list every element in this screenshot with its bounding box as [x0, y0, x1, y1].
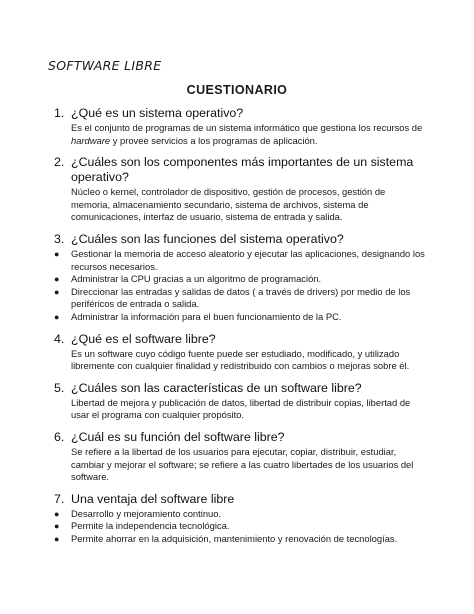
answer-text: Se refiere a la libertad de los usuarios para ejecutar, copiar, distribuir, estudiar, cambiar y mejorar el software; se refiere a las cuatro libertades de los usuarios del software. [71, 445, 414, 483]
question-number: 5. [54, 380, 65, 395]
question-3 [54, 232, 426, 324]
document-label: SOFTWARE LIBRE [48, 58, 162, 73]
list-item: ● Desarrollo y mejoramiento continuo. [54, 507, 222, 519]
question-text: ¿Qué es un sistema operativo? [71, 106, 244, 120]
list-item: ● Permite la independencia tecnológica. [54, 520, 230, 532]
question-number: 1. [54, 106, 65, 120]
question-4 [54, 332, 426, 373]
list-item: ● Administrar la información para el buen funcionamiento de la PC. [54, 310, 342, 322]
question-number: 7. [54, 491, 65, 506]
bullet-icon: ● [54, 286, 60, 297]
question-6 [54, 430, 426, 484]
bullet-icon: ● [54, 508, 60, 519]
answer-list [54, 248, 426, 324]
questionnaire [54, 106, 426, 553]
question-number: 2. [54, 155, 65, 170]
bullet-icon: ● [54, 311, 60, 322]
question-2 [54, 155, 426, 224]
bullet-icon: ● [54, 533, 60, 544]
question-text: ¿Cuáles son los componentes más importantes de un sistema operativo? [71, 155, 414, 185]
bullet-icon: ● [54, 521, 60, 532]
question-5 [54, 381, 426, 422]
answer-list [54, 508, 426, 546]
question-text: Una ventaja del software libre [71, 491, 235, 506]
list-item: ● Direccionar las entradas y salidas de datos ( a través de drivers) por medio de los periféricos de entrada o salida. [54, 285, 411, 310]
answer-text: Es un software cuyo código fuente puede ser estudiado, modificado, y utilizado libremente con cualquier finalidad y redistribuido con cambios o mejoras sobre él. [71, 347, 410, 372]
list-item: ● Administrar la CPU gracias a un algoritmo de programación. [54, 273, 322, 285]
question-number: 6. [54, 429, 65, 444]
question-number: 3. [54, 231, 65, 246]
bullet-icon: ● [54, 248, 60, 259]
question-text: ¿Qué es el software libre? [71, 331, 216, 346]
question-1 [54, 106, 426, 147]
bullet-icon: ● [54, 274, 60, 285]
page-title: CUESTIONARIO [186, 83, 288, 97]
list-item: ● Permite ahorrar en la adquisición, mantenimiento y renovación de tecnologías. [54, 532, 398, 544]
answer-text: Núcleo o kernel, controlador de dispositivo, gestión de procesos, gestión de memoria, almacenamiento secundario, sistema de archivos, sistema de comunicaciones, interfaz de usuario, sistema de entrada y salida. [71, 186, 386, 223]
question-text: ¿Cuál es su función del software libre? [71, 429, 285, 444]
answer-text: Es el conjunto de programas de un sistema informático que gestiona los recursos de hardware y provee servicios a los programas de aplicación. [71, 122, 423, 146]
question-number: 4. [54, 331, 65, 346]
question-7 [54, 492, 426, 546]
question-text: ¿Cuáles son las características de un software libre? [71, 380, 362, 395]
question-text: ¿Cuáles son las funciones del sistema operativo? [71, 231, 344, 246]
list-item: ● Gestionar la memoria de acceso aleatorio y ejecutar las aplicaciones, designando los recursos necesarios. [54, 247, 425, 272]
emphasis: hardware [71, 134, 111, 146]
answer-text: Libertad de mejora y publicación de datos, libertad de distribuir copias, libertad de usar el programa con cualquier propósito. [71, 396, 411, 421]
